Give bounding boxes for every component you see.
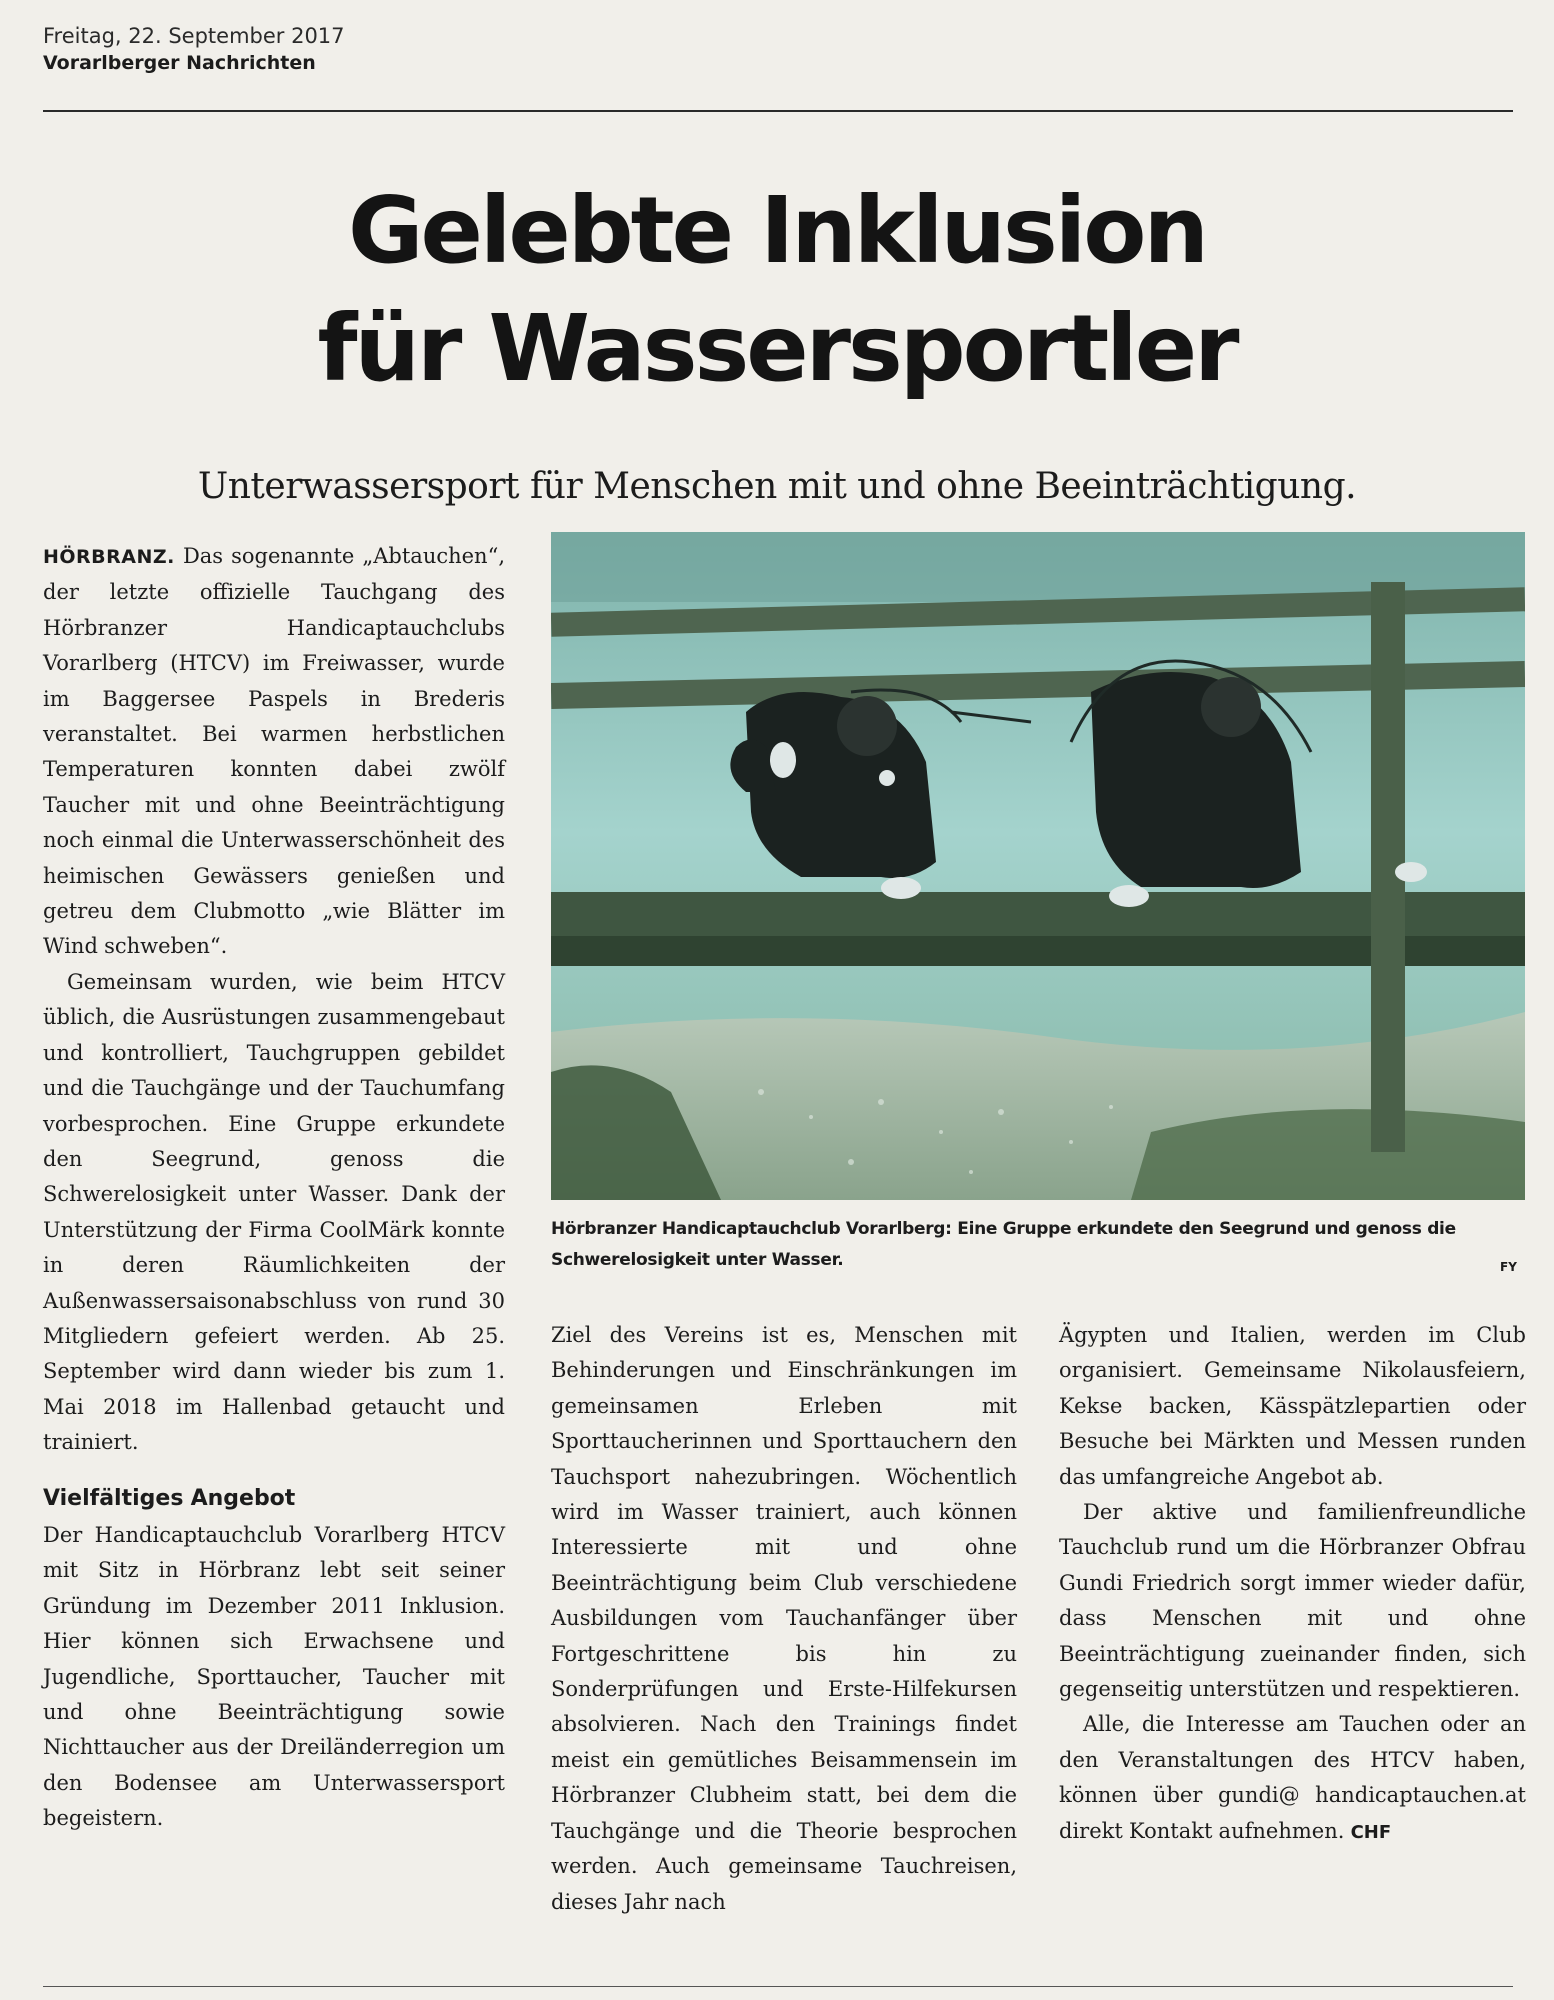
issue-date: Freitag, 22. September 2017 [43, 24, 345, 48]
paragraph-2: Gemeinsam wurden, wie beim HTCV üblich, die Ausrüstungen zusammengebaut und kontrolliert, Tauchgruppen gebildet und die Tauchgänge und der Tauchumfang vorbesprochen. Eine Gruppe erkundete den Seegrund, genoss die Schwerelosigkeit unter Wasser. Dank der Unterstützung der Firma CoolMärk konnte in deren Räumlichkeiten der Außenwassersaisonabschluss von rund 30 Mitgliedern gefeiert werden. Ab 25. September wird dann wieder bis zum 1. Mai 2018 im Hallenbad getaucht und trainiert. [43, 969, 505, 1455]
masthead [43, 24, 345, 74]
paragraph-1-text: Das sogenannte „Abtauchen“, der letzte offizielle Tauchgang des Hörbranzer Handicaptauchclubs Vorarlberg (HTCV) im Freiwasser, wurde im Baggersee Paspels in Brederis veranstaltet. Bei warmen herbstlichen Temperaturen konnten dabei zwölf Taucher mit und ohne Beeinträchtigung noch einmal die Unterwasserschönheit des heimischen Gewässers genießen und getreu dem Clubmotto „wie Blätter im Wind schweben“. [43, 544, 505, 959]
headline [0, 172, 1554, 408]
subheading: Vielfältiges Angebot [43, 1485, 296, 1511]
underwater-divers-image [551, 532, 1525, 1200]
paragraph-7-text: Alle, die Interesse am Tauchen oder an den Veranstaltungen des HTCV haben, können über gundi@ handicaptauchen.at direkt Kontakt aufnehmen. [1059, 1712, 1526, 1843]
photo-caption: Hörbranzer Handicaptauchclub Vorarlberg: Eine Gruppe erkundete den Seegrund und genoss die Schwerelosigkeit unter Wasser. [551, 1219, 1456, 1270]
paragraph-1 [43, 539, 505, 965]
author-signature: CHF [1350, 1821, 1392, 1843]
bottom-rule [43, 1986, 1513, 1987]
photo-credit: FY [1500, 1260, 1517, 1274]
subtitle: Unterwassersport für Menschen mit und ohne Beeinträchtigung. [197, 466, 1357, 507]
paragraph-5: Ägypten und Italien, werden im Club organisiert. Gemeinsame Nikolausfeiern, Kekse backen, Kässpätzlepartien oder Besuche bei Märkten und Messen runden das umfangreiche Angebot ab. [1059, 1323, 1526, 1489]
column-1 [43, 539, 505, 1837]
top-rule [43, 110, 1513, 112]
paragraph-7 [1059, 1707, 1526, 1850]
paragraph-6: Der aktive und familienfreundliche Tauchclub rund um die Hörbranzer Obfrau Gundi Friedrich sorgt immer wieder dafür, dass Menschen mit und ohne Beeinträchtigung zueinander finden, sich gegenseitig unterstützen und respektieren. [1059, 1500, 1526, 1702]
newspaper-name: Vorarlberger Nachrichten [43, 52, 316, 74]
paragraph-3: Der Handicaptauchclub Vorarlberg HTCV mit Sitz in Hörbranz lebt seit seiner Gründung im Dezember 2011 Inklusion. Hier können sich Erwachsene und Jugendliche, Sporttaucher, Taucher mit und ohne Beeinträchtigung sowie Nichttaucher aus der Dreiländerregion um den Bodensee am Unterwassersport begeistern. [43, 1522, 505, 1831]
column-3 [1059, 1318, 1526, 1850]
article-photo [551, 532, 1525, 1200]
column-2 [551, 1318, 1017, 1920]
headline-line-1: Gelebte Inklusion [347, 177, 1207, 284]
dateline: HÖRBRANZ. [43, 546, 175, 568]
paragraph-4: Ziel des Vereins ist es, Menschen mit Behinderungen und Einschränkungen im gemeinsamen Erleben mit Sporttaucherinnen und Sporttauchern den Tauchsport nahezubringen. Wöchentlich wird im Wasser trainiert, auch können Interessierte mit und ohne Beeinträchtigung beim Club verschiedene Ausbildungen vom Tauchanfänger über Fortgeschrittene bis hin zu Sonderprüfungen und Erste-Hilfekursen absolvieren. Nach den Trainings findet meist ein gemütliches Beisammensein im Hörbranzer Clubheim statt, bei dem die Tauchgänge und die Theorie besprochen werden. Auch gemeinsame Tauchreisen, dieses Jahr nach [551, 1323, 1017, 1914]
headline-line-2: für Wassersportler [317, 295, 1237, 402]
